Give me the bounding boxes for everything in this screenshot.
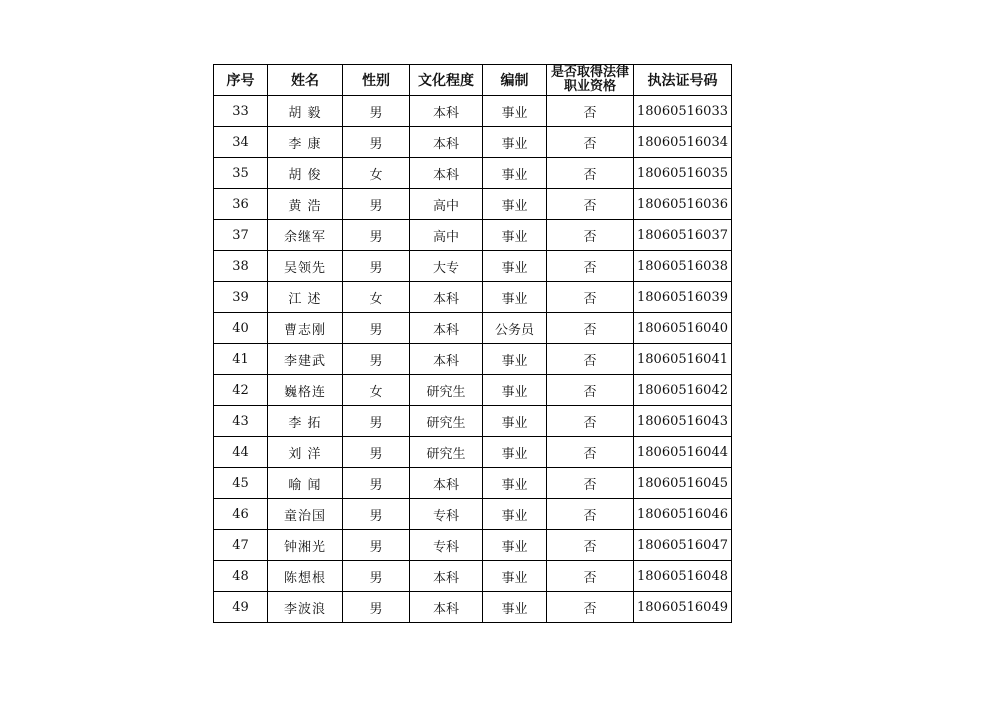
cell-establishment: 事业 (483, 158, 547, 189)
header-name: 姓名 (268, 65, 343, 96)
table-row (214, 437, 732, 468)
cell-num: 45 (214, 468, 268, 499)
cell-education: 本科 (410, 344, 483, 375)
cell-cert-no: 18060516043 (634, 406, 732, 437)
table-row (214, 189, 732, 220)
cell-sex: 男 (343, 344, 410, 375)
header-education: 文化程度 (410, 65, 483, 96)
cell-cert-no: 18060516041 (634, 344, 732, 375)
cell-sex: 男 (343, 437, 410, 468)
cell-sex: 男 (343, 499, 410, 530)
personnel-table (213, 64, 732, 623)
cell-cert-no: 18060516034 (634, 127, 732, 158)
cell-cert-no: 18060516040 (634, 313, 732, 344)
table-row (214, 251, 732, 282)
table-row (214, 96, 732, 127)
cell-establishment: 事业 (483, 189, 547, 220)
cell-sex: 男 (343, 468, 410, 499)
cell-num: 38 (214, 251, 268, 282)
cell-establishment: 事业 (483, 561, 547, 592)
cell-education: 本科 (410, 96, 483, 127)
cell-sex: 男 (343, 530, 410, 561)
cell-num: 41 (214, 344, 268, 375)
table-row (214, 313, 732, 344)
cell-name: 李建武 (268, 344, 343, 375)
cell-name: 童治国 (268, 499, 343, 530)
table-row (214, 282, 732, 313)
cell-education: 本科 (410, 282, 483, 313)
header-establishment: 编制 (483, 65, 547, 96)
cell-law-qualification: 否 (547, 592, 634, 623)
cell-name: 江 述 (268, 282, 343, 313)
cell-name: 胡 俊 (268, 158, 343, 189)
cell-law-qualification: 否 (547, 344, 634, 375)
cell-law-qualification: 否 (547, 437, 634, 468)
table-row (214, 592, 732, 623)
cell-law-qualification: 否 (547, 220, 634, 251)
cell-name: 喻 闻 (268, 468, 343, 499)
cell-cert-no: 18060516046 (634, 499, 732, 530)
header-law-qualification: 是否取得法律职业资格 (547, 65, 634, 96)
cell-law-qualification: 否 (547, 282, 634, 313)
cell-cert-no: 18060516042 (634, 375, 732, 406)
cell-sex: 男 (343, 313, 410, 344)
table-row (214, 561, 732, 592)
cell-cert-no: 18060516039 (634, 282, 732, 313)
cell-education: 本科 (410, 127, 483, 158)
table-header-row (214, 65, 732, 96)
table-row (214, 375, 732, 406)
cell-education: 高中 (410, 189, 483, 220)
cell-cert-no: 18060516048 (634, 561, 732, 592)
cell-law-qualification: 否 (547, 127, 634, 158)
cell-name: 余继军 (268, 220, 343, 251)
cell-law-qualification: 否 (547, 499, 634, 530)
cell-education: 本科 (410, 561, 483, 592)
cell-establishment: 事业 (483, 530, 547, 561)
cell-name: 胡 毅 (268, 96, 343, 127)
cell-establishment: 事业 (483, 406, 547, 437)
cell-name: 李波浪 (268, 592, 343, 623)
cell-cert-no: 18060516036 (634, 189, 732, 220)
cell-sex: 女 (343, 375, 410, 406)
cell-cert-no: 18060516047 (634, 530, 732, 561)
cell-num: 49 (214, 592, 268, 623)
cell-law-qualification: 否 (547, 251, 634, 282)
cell-law-qualification: 否 (547, 96, 634, 127)
header-num: 序号 (214, 65, 268, 96)
cell-education: 本科 (410, 468, 483, 499)
header-sex: 性别 (343, 65, 410, 96)
cell-name: 曹志刚 (268, 313, 343, 344)
table-row (214, 406, 732, 437)
table-row (214, 468, 732, 499)
cell-name: 李 拓 (268, 406, 343, 437)
cell-name: 陈想根 (268, 561, 343, 592)
cell-num: 43 (214, 406, 268, 437)
cell-num: 33 (214, 96, 268, 127)
cell-sex: 男 (343, 561, 410, 592)
cell-law-qualification: 否 (547, 313, 634, 344)
cell-establishment: 事业 (483, 344, 547, 375)
cell-name: 李 康 (268, 127, 343, 158)
cell-law-qualification: 否 (547, 406, 634, 437)
cell-establishment: 公务员 (483, 313, 547, 344)
cell-num: 39 (214, 282, 268, 313)
cell-establishment: 事业 (483, 220, 547, 251)
cell-cert-no: 18060516035 (634, 158, 732, 189)
cell-education: 本科 (410, 592, 483, 623)
cell-establishment: 事业 (483, 499, 547, 530)
cell-education: 研究生 (410, 437, 483, 468)
cell-sex: 男 (343, 220, 410, 251)
cell-education: 大专 (410, 251, 483, 282)
cell-num: 35 (214, 158, 268, 189)
cell-establishment: 事业 (483, 251, 547, 282)
cell-num: 44 (214, 437, 268, 468)
cell-establishment: 事业 (483, 468, 547, 499)
cell-sex: 男 (343, 251, 410, 282)
cell-name: 刘 洋 (268, 437, 343, 468)
cell-num: 37 (214, 220, 268, 251)
cell-name: 吴领先 (268, 251, 343, 282)
cell-name: 钟湘光 (268, 530, 343, 561)
cell-num: 34 (214, 127, 268, 158)
cell-education: 研究生 (410, 406, 483, 437)
cell-law-qualification: 否 (547, 189, 634, 220)
cell-num: 47 (214, 530, 268, 561)
cell-cert-no: 18060516038 (634, 251, 732, 282)
cell-education: 研究生 (410, 375, 483, 406)
cell-law-qualification: 否 (547, 375, 634, 406)
table-row (214, 220, 732, 251)
cell-cert-no: 18060516045 (634, 468, 732, 499)
header-cert-no: 执法证号码 (634, 65, 732, 96)
cell-num: 42 (214, 375, 268, 406)
cell-law-qualification: 否 (547, 561, 634, 592)
cell-law-qualification: 否 (547, 158, 634, 189)
cell-sex: 男 (343, 189, 410, 220)
cell-education: 本科 (410, 313, 483, 344)
cell-name: 黄 浩 (268, 189, 343, 220)
cell-education: 专科 (410, 530, 483, 561)
table-row (214, 158, 732, 189)
cell-establishment: 事业 (483, 282, 547, 313)
cell-sex: 女 (343, 158, 410, 189)
cell-law-qualification: 否 (547, 468, 634, 499)
cell-law-qualification: 否 (547, 530, 634, 561)
cell-establishment: 事业 (483, 96, 547, 127)
cell-establishment: 事业 (483, 437, 547, 468)
cell-num: 46 (214, 499, 268, 530)
cell-establishment: 事业 (483, 127, 547, 158)
cell-establishment: 事业 (483, 592, 547, 623)
cell-education: 本科 (410, 158, 483, 189)
table-row (214, 530, 732, 561)
cell-num: 48 (214, 561, 268, 592)
cell-sex: 男 (343, 127, 410, 158)
table-row (214, 127, 732, 158)
table-row (214, 499, 732, 530)
table-row (214, 344, 732, 375)
cell-sex: 男 (343, 592, 410, 623)
cell-cert-no: 18060516037 (634, 220, 732, 251)
cell-name: 巍格连 (268, 375, 343, 406)
cell-cert-no: 18060516033 (634, 96, 732, 127)
cell-sex: 男 (343, 406, 410, 437)
cell-num: 40 (214, 313, 268, 344)
cell-num: 36 (214, 189, 268, 220)
cell-education: 高中 (410, 220, 483, 251)
cell-education: 专科 (410, 499, 483, 530)
cell-cert-no: 18060516044 (634, 437, 732, 468)
cell-sex: 女 (343, 282, 410, 313)
cell-sex: 男 (343, 96, 410, 127)
cell-cert-no: 18060516049 (634, 592, 732, 623)
cell-establishment: 事业 (483, 375, 547, 406)
